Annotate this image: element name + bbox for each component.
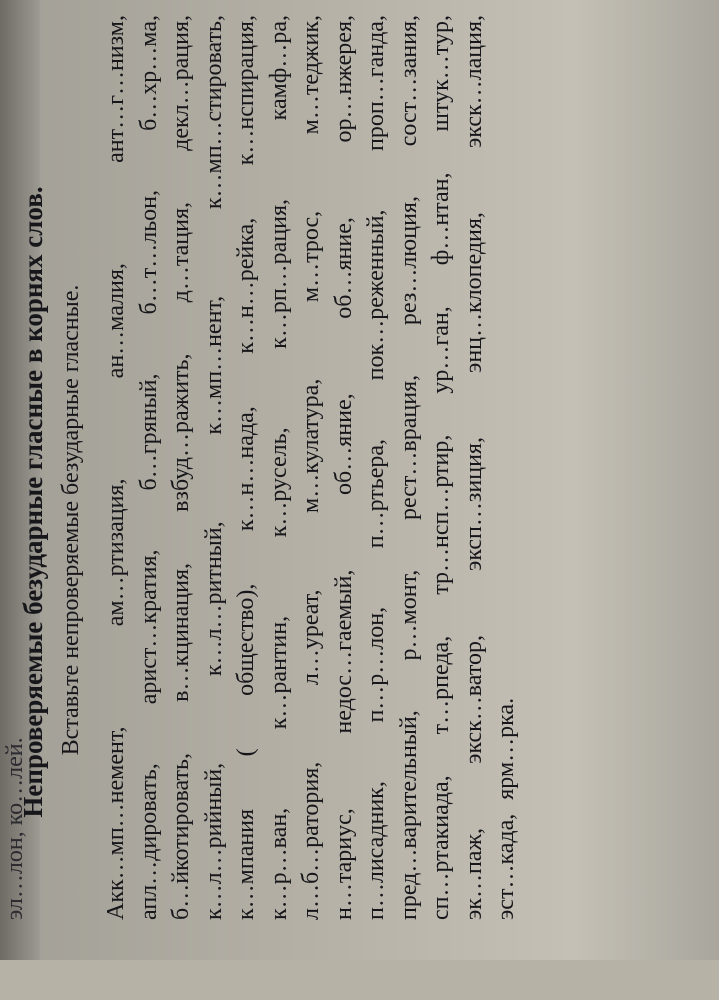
word: п…р…лон, (363, 606, 389, 723)
word: к…л…ритный, (200, 521, 227, 677)
word: л…уреат, (298, 589, 324, 686)
word: ф…нтан, (428, 172, 454, 266)
word: эксп…зиция, (460, 437, 487, 571)
word: эк…паж, (460, 827, 487, 920)
word: к…н…рейка, (233, 217, 259, 354)
word-row (490, 15, 523, 920)
word: об…яние, (330, 217, 357, 319)
word: декл…рация, (168, 15, 194, 151)
word: к…мп…стировать, (200, 15, 227, 210)
word: в…кцинация, (168, 562, 194, 702)
word-row (393, 15, 426, 920)
word: экск…ватор, (460, 635, 487, 764)
word: эст…када, (493, 813, 519, 920)
word-row (263, 15, 296, 920)
word-list (100, 15, 523, 920)
word: штук…тур, (428, 15, 454, 132)
word: экск…лация, (460, 15, 487, 149)
word: ор…нжерея, (330, 15, 357, 143)
word: пред…варительный, (395, 710, 422, 920)
word: проп…ганда, (363, 15, 389, 151)
word: б…йкотировать, (168, 753, 194, 920)
word-row (198, 15, 231, 920)
word: к…рп…рация, (265, 198, 292, 349)
word: камф…ра, (265, 15, 292, 121)
word: ( (233, 748, 259, 757)
instruction-text: Вставьте непроверяемые безударные гласные. (58, 284, 84, 756)
word: энц…клопедия, (460, 212, 487, 373)
word: ярм…рка. (493, 697, 519, 800)
word: к…рантин, (265, 615, 292, 730)
word: б…гряный, (135, 373, 162, 491)
word: апл…дировать, (135, 763, 162, 920)
word: т…рпеда, (428, 635, 454, 735)
word: ан…малия, (103, 263, 129, 379)
word: м…теджик, (298, 15, 324, 135)
word: к…мп…нент, (200, 295, 227, 435)
word-row (133, 15, 166, 920)
word: ур…ган, (428, 306, 454, 394)
word: взбуд…ражить, (168, 353, 194, 512)
word: д…тация, (168, 202, 194, 303)
word: ам…ртизация, (103, 478, 129, 627)
word: м…трос, (298, 210, 324, 303)
previous-text-line: эл…лон, ко…лей. (2, 737, 28, 920)
word-row (328, 15, 361, 920)
page-title: Непроверяемые безударные гласные в корнях слов. (18, 186, 48, 818)
word: л…б…ратория, (298, 761, 324, 920)
word: недос…гаемый, (330, 569, 357, 734)
word: к…н…нада, (233, 406, 259, 532)
word: рез…люция, (395, 196, 422, 326)
word: к…нспирация, (233, 15, 259, 166)
word: к…л…рийный, (200, 762, 227, 920)
word: рест…врация, (395, 374, 422, 520)
word: м…кулатура, (298, 378, 324, 513)
word: Акк…мп…немент, (103, 726, 129, 920)
word: к…русель, (265, 427, 292, 538)
word: к…мпания (233, 808, 259, 920)
word: арист…кратия, (135, 549, 162, 705)
word: п…лисадник, (363, 781, 389, 920)
word: ант…г…низм, (103, 15, 129, 163)
word-row (425, 15, 458, 920)
word: б…т…льон, (135, 189, 162, 315)
word-row (165, 15, 198, 920)
word: р…монт, (395, 569, 422, 661)
word-row (295, 15, 328, 920)
word: пок…реженный, (363, 209, 389, 381)
word: общество), (233, 583, 259, 696)
word: сп…ртакиада, (428, 775, 454, 920)
word: н…тариус, (330, 808, 357, 920)
word: к…р…ван, (265, 807, 292, 920)
word-row (230, 15, 263, 920)
word: б…хр…ма, (135, 15, 162, 131)
word-row (360, 15, 393, 920)
word-row (100, 15, 133, 920)
word: тр…нсп…ртир, (428, 434, 454, 595)
word: п…ртьера, (363, 438, 389, 549)
word-row (458, 15, 491, 920)
word: сост…зания, (395, 15, 422, 147)
word: об…яние, (330, 393, 357, 495)
